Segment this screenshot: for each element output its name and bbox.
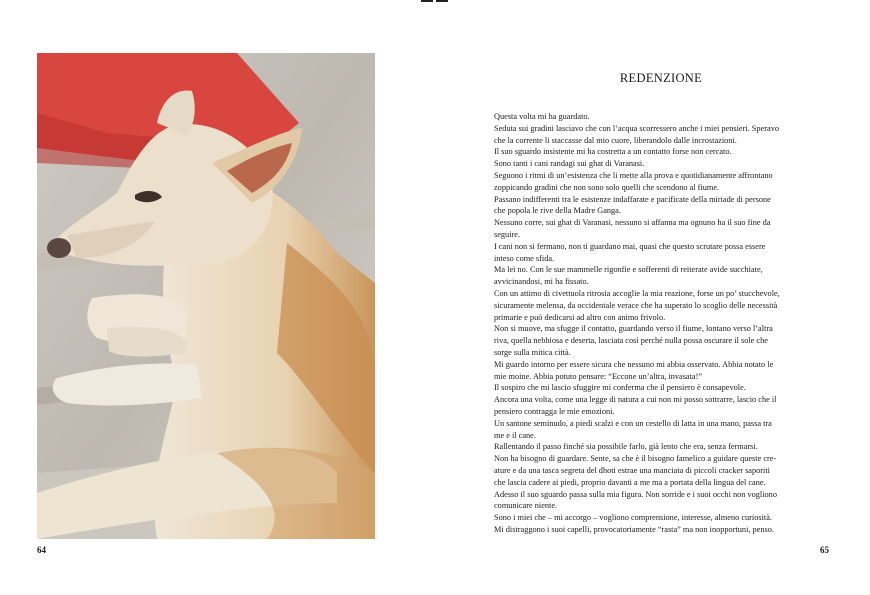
text-line: Mi guardo intorno per essere sicura che nessuno mi abbia osservato. Abbia notato le [494,359,774,369]
text-line: riva, quella nebbiosa e deserta, lasciata così perché nulla possa oscurare il sole che [494,336,768,346]
text-line: comunicare niente. [494,501,558,511]
chapter-title: REDENZIONE [619,71,703,85]
text-line: che popola le rive della Madre Ganga. [494,206,621,216]
text-line: Seduta sui gradini lasciavo che con l’acqua scorressero anche i miei pensieri. Speravo [494,123,779,133]
text-line: Con un attimo di civettuola ritrosia accoglie la mia reazione, forse un po’ stucchevole, [494,288,780,298]
text-line: Ma lei no. Con le sue mammelle rigonfie e sofferenti di reiterate avide succhiate, [494,265,763,275]
text-line: Adesso il suo sguardo passa sulla mia figura. Non sorride e i suoi occhi non vogliono [494,489,777,499]
page-number-left: 64 [37,545,46,555]
text-line: inteso come sfida. [494,253,555,263]
text-line: mie moine. Abbia potuto pensare: “Eccone un’altra, invasata!” [494,371,703,381]
page-top-mark [421,0,449,3]
text-line: Ancora una volta, come una legge di natura a cui non mi posso sottrarre, lascio che il [494,395,777,405]
text-line: seguire. [494,229,521,239]
text-line: Non si muove, ma sfugge il contatto, guardando verso il fiume, lontano verso l’altra [494,324,773,334]
text-line: pensiero contragga le mie emozioni. [494,406,615,416]
text-line: zoppicando gradini che non sono solo quelli che scendono al fiume. [494,182,720,192]
text-line: primarie e può dedicarsi ad altro con animo frivolo. [494,312,666,322]
text-line: Seguono i ritmi di un’esistenza che li mette alla prova e quotidianamente affrontano [494,170,773,180]
body-text [494,111,830,536]
text-line: Nessuno corre, sui ghat di Varanasi, nessuno si affanna ma ognuno ha il suo fine da [494,218,771,228]
text-line: Rallentando il passo finché sia possibile farlo, già lento che era, senza fermarsi. [494,442,758,452]
text-line: Mi distraggono i suoi capelli, provocatoriamente “rasta” ma non inopportuni, penso. [494,524,774,534]
text-line: ature e da una tasca segreta del dhoti estrae una manciata di piccoli cracker saporiti [494,465,770,475]
text-line: sicuramente melensa, da occidentale verace che ha superato lo scoglio delle necessità [494,300,778,310]
text-line: sorge sulla mitica città. [494,347,571,357]
text-line: Sono tanti i cani randagi sui ghat di Varanasi. [494,159,645,169]
text-line: Il suo sguardo insistente mi ha costretta a un contatto forse non cercato. [494,147,732,157]
text-line: che lascia cadere ai piedi, proprio davanti a me ma a portata della lingua del cane. [494,477,766,487]
text-line: avvicinandosi, mi ha fissato. [494,277,589,287]
text-line: me e il cane. [494,430,536,440]
text-line: I cani non si fermano, non ti guardano mai, quasi che questo scrutare possa essere [494,241,766,251]
page-number-right: 65 [820,545,829,555]
text-line: Questa volta mi ha guardato. [494,112,590,121]
text-line: Non ha bisogno di guardare. Sente, sa che è il bisogno famelico a guidare queste cre- [494,454,777,464]
text-line: Il sospiro che mi lascio sfuggire mi conferma che il pensiero è consapevole. [494,383,746,393]
text-line: Un santone seminudo, a piedi scalzi e con un cestello di latta in una mano, passa tra [494,418,772,428]
text-line: Passano indifferenti tra le esistenze indaffarate e pacificate della miriade di persone [494,194,771,204]
text-line: Sono i miei che – mi accorgo – vogliono comprensione, interesse, almeno curiosità. [494,513,772,523]
text-line: che la corrente li staccasse dal mio cuore, liberandolo dalle incrostazioni. [494,135,737,145]
dog-photo [37,53,375,539]
